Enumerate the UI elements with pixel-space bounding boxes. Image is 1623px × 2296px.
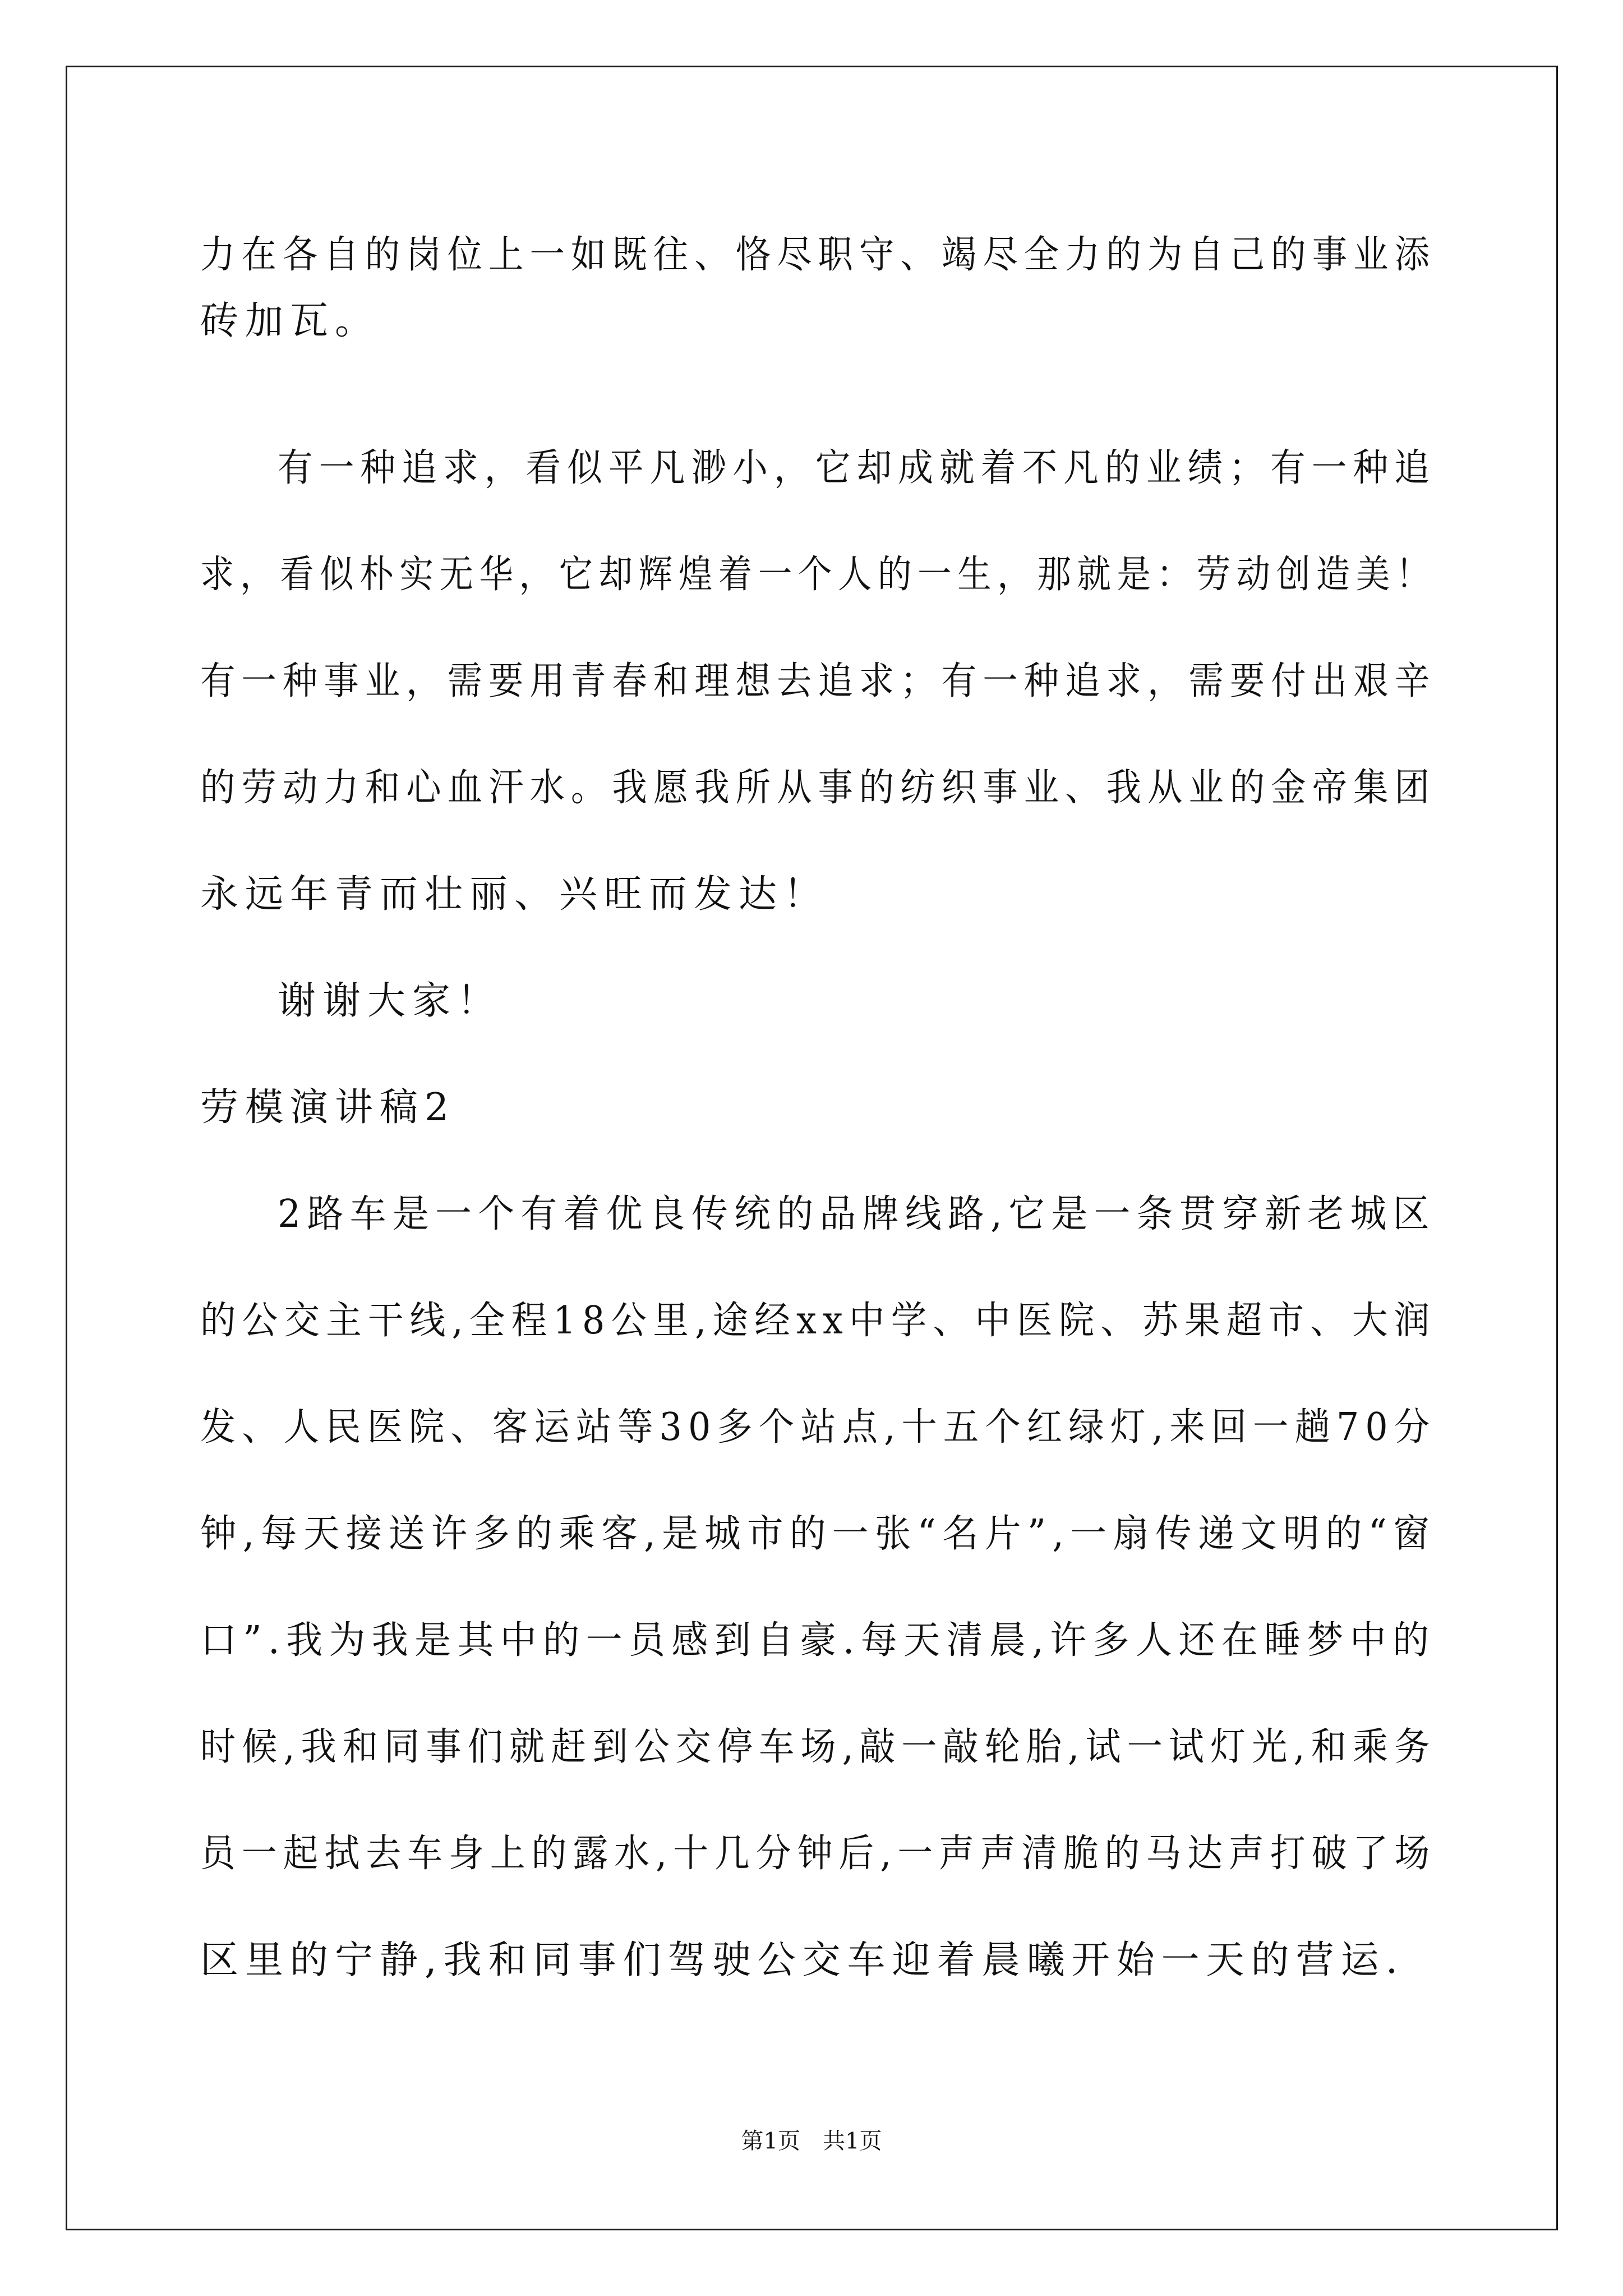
body-line-9: 的公交主干线,全程18公里,途经xx中学、中医院、苏果超市、大润: [200, 1299, 1436, 1343]
body-line-2: 砖加瓦。: [200, 299, 380, 343]
body-line-7: 永远年青而壮丽、兴旺而发达！: [200, 872, 829, 917]
body-line-13: 时候,我和同事们就赶到公交停车场,敲一敲轮胎,试一试灯光,和乘务: [200, 1725, 1436, 1769]
body-line-5: 有一种事业，需要用青春和理想去追求；有一种追求，需要付出艰辛: [200, 659, 1436, 703]
section-title: 劳模演讲稿2: [200, 1085, 456, 1130]
body-line-15: 区里的宁静,我和同事们驾驶公交车迎着晨曦开始一天的营运.: [200, 1938, 1405, 1982]
body-line-11: 钟,每天接送许多的乘客,是城市的一张“名片”,一扇传递文明的“窗: [200, 1512, 1436, 1556]
body-line-8: 2路车是一个有着优良传统的品牌线路,它是一条贯穿新老城区: [278, 1192, 1436, 1236]
body-line-6: 的劳动力和心血汗水。我愿我所从事的纺织事业、我从业的金帝集团: [200, 766, 1436, 810]
closing-line: 谢谢大家！: [278, 979, 502, 1023]
body-line-14: 员一起拭去车身上的露水,十几分钟后,一声声清脆的马达声打破了场: [200, 1832, 1436, 1876]
page-border: [66, 66, 1558, 2230]
body-line-4: 求，看似朴实无华，它却辉煌着一个人的一生，那就是：劳动创造美！: [200, 553, 1436, 597]
page-footer: 第1页 共1页: [741, 2128, 882, 2154]
body-line-1: 力在各自的岗位上一如既往、恪尽职守、竭尽全力的为自己的事业添: [200, 233, 1436, 277]
body-line-3: 有一种追求，看似平凡渺小，它却成就着不凡的业绩；有一种追: [278, 446, 1436, 490]
body-line-10: 发、人民医院、客运站等30多个站点,十五个红绿灯,来回一趟70分: [200, 1405, 1436, 1450]
body-line-12: 口”.我为我是其中的一员感到自豪.每天清晨,许多人还在睡梦中的: [200, 1618, 1436, 1663]
